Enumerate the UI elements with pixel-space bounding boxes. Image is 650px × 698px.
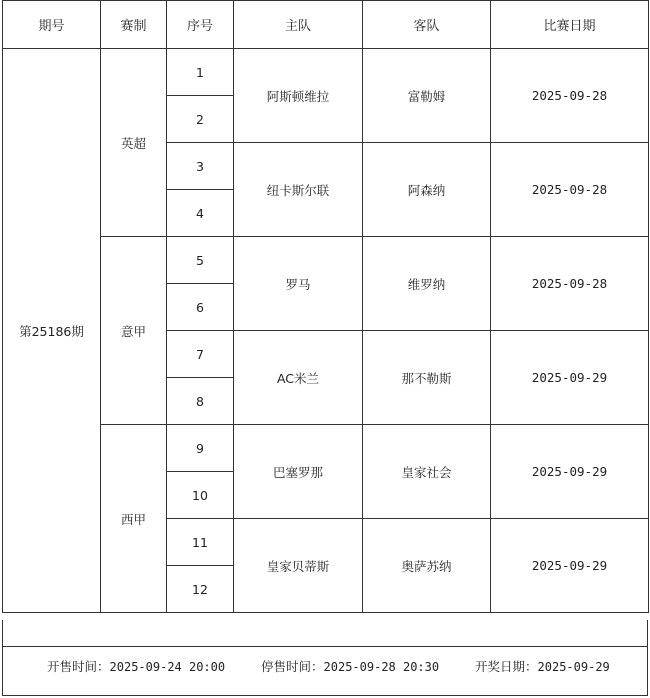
seq-cell: 2 [167, 96, 234, 143]
draw-date [475, 657, 610, 675]
seq-cell: 4 [167, 190, 234, 237]
header-date: 比赛日期 [491, 1, 649, 49]
header-home: 主队 [234, 1, 363, 49]
seq-cell: 6 [167, 284, 234, 331]
home-team-cell: 纽卡斯尔联 [234, 143, 363, 237]
away-team-cell: 维罗纳 [363, 237, 491, 331]
match-date-cell: 2025-09-29 [491, 331, 649, 425]
seq-cell: 12 [167, 566, 234, 613]
away-team-cell: 阿森纳 [363, 143, 491, 237]
schedule-table [2, 0, 649, 613]
away-team-cell: 那不勒斯 [363, 331, 491, 425]
sale-open-label: 开售时间： [47, 659, 110, 674]
header-row [3, 1, 649, 49]
home-team-cell: 巴塞罗那 [234, 425, 363, 519]
home-team-cell: AC米兰 [234, 331, 363, 425]
table-row [3, 49, 649, 96]
league-cell: 西甲 [101, 425, 167, 613]
seq-cell: 10 [167, 472, 234, 519]
sale-close-value: 2025-09-28 20:30 [323, 660, 440, 674]
league-cell: 英超 [101, 49, 167, 237]
home-team-cell: 阿斯顿维拉 [234, 49, 363, 143]
period-cell: 第25186期 [3, 49, 101, 613]
away-team-cell: 皇家社会 [363, 425, 491, 519]
home-team-cell: 罗马 [234, 237, 363, 331]
draw-date-value: 2025-09-29 [537, 660, 610, 674]
match-date-cell: 2025-09-29 [491, 425, 649, 519]
match-date-cell: 2025-09-29 [491, 519, 649, 613]
league-cell: 意甲 [101, 237, 167, 425]
seq-cell: 11 [167, 519, 234, 566]
header-away: 客队 [363, 1, 491, 49]
seq-cell: 7 [167, 331, 234, 378]
away-team-cell: 奥萨苏纳 [363, 519, 491, 613]
sale-open-time [47, 657, 225, 675]
seq-cell: 3 [167, 143, 234, 190]
home-team-cell: 皇家贝蒂斯 [234, 519, 363, 613]
match-date-cell: 2025-09-28 [491, 237, 649, 331]
seq-cell: 8 [167, 378, 234, 425]
header-period: 期号 [3, 1, 101, 49]
seq-cell: 1 [167, 49, 234, 96]
sale-close-time [261, 657, 439, 675]
away-team-cell: 富勒姆 [363, 49, 491, 143]
footer-info [2, 647, 648, 696]
header-seq: 序号 [167, 1, 234, 49]
draw-date-label: 开奖日期： [475, 659, 538, 674]
sale-open-value: 2025-09-24 20:00 [109, 660, 226, 674]
blank-row [2, 620, 648, 647]
header-league: 赛制 [101, 1, 167, 49]
match-date-cell: 2025-09-28 [491, 49, 649, 143]
seq-cell: 9 [167, 425, 234, 472]
match-date-cell: 2025-09-28 [491, 143, 649, 237]
sale-close-label: 停售时间： [261, 659, 324, 674]
seq-cell: 5 [167, 237, 234, 284]
